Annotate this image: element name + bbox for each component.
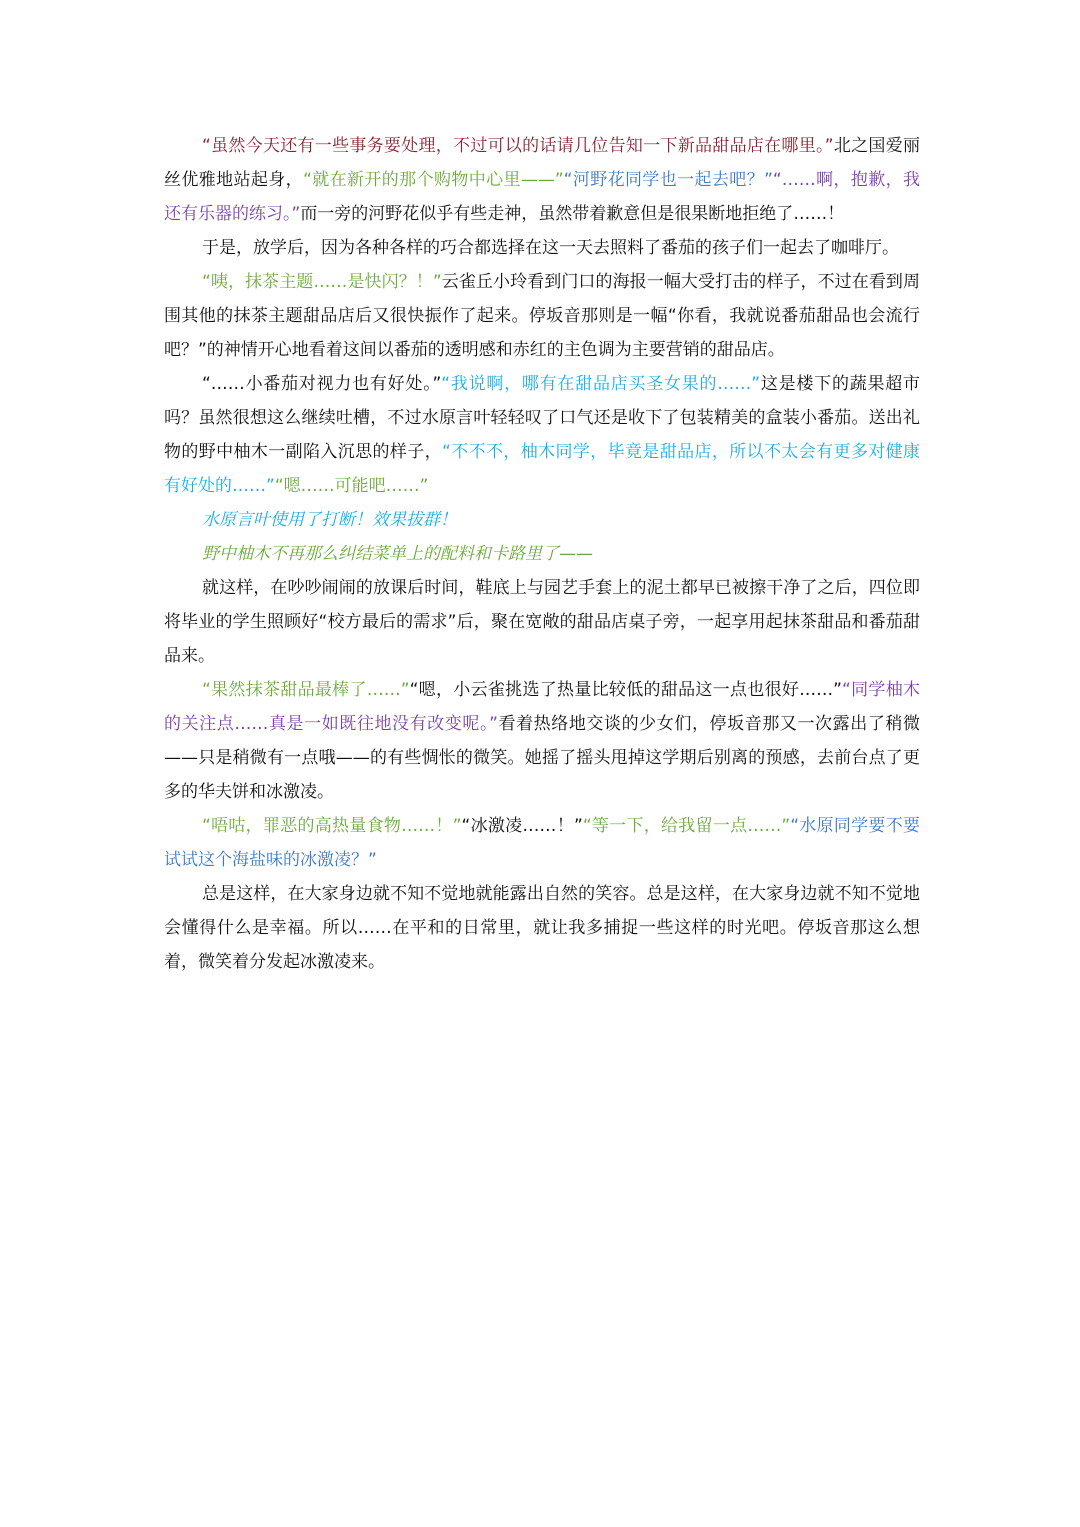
narration-text: “冰激凌……！” <box>461 816 583 836</box>
story-paragraph <box>164 367 920 503</box>
narration-text: 就这样，在吵吵闹闹的放课后时间，鞋底上与园艺手套上的泥土都早已被擦干净了之后，四位即将毕业的学生照顾好“校方最后的需求”后，聚在宽敞的甜品店桌子旁，一起享用起抹茶甜品和番茄甜品来。 <box>164 578 920 666</box>
story-paragraph <box>164 265 920 367</box>
dialogue-text: “虽然今天还有一些事务要处理，不过可以的话请几位告知一下新品甜品店在哪里。” <box>202 136 834 156</box>
dialogue-text: “嗯……可能吧……” <box>274 476 429 496</box>
dialogue-text: “我说啊，哪有在甜品店买圣女果的……” <box>441 374 761 394</box>
narration-text: 而一旁的河野花似乎有些走神，虽然带着歉意但是很果断地拒绝了……！ <box>300 204 845 224</box>
dialogue-text: “就在新开的那个购物中心里——” <box>303 170 564 190</box>
dialogue-text: “咦，抹茶主题……是快闪？！” <box>202 272 442 292</box>
dialogue-text: “不不不，柚木同学，毕竟是甜品店，所以不太会有更多对健康有好处的……” <box>164 442 921 496</box>
dialogue-text: “唔咕，罪恶的高热量食物……！” <box>202 816 462 836</box>
story-paragraph <box>164 129 920 231</box>
narration-text: 这是楼下的蔬果超市吗？虽然很想这么继续吐槽，不过水原言叶轻轻叹了口气还是收下了包装精美的盒装小番茄。送出礼物的野中柚木一副陷入沉思的样子， <box>164 374 920 462</box>
story-paragraph <box>164 231 920 265</box>
narration-text: 云雀丘小玲看到门口的海报一幅大受打击的样子，不过在看到周围其他的抹茶主题甜品店后又很快振作了起来。停坂音那则是一幅“你看，我就说番茄甜品也会流行吧？”的神情开心地看着这间以番茄的透明感和赤红的主色调为主要营销的甜品店。 <box>164 272 920 360</box>
narration-text: “……小番茄对视力也有好处。” <box>202 374 442 394</box>
dialogue-text: “同学柚木的关注点……真是一如既往地没有改变呢。” <box>164 680 920 734</box>
narration-text: “嗯，小云雀挑选了热量比较低的甜品这一点也很好……” <box>409 680 842 700</box>
story-paragraph <box>164 673 920 809</box>
narration-text: 看着热络地交谈的少女们，停坂音那又一次露出了稍微——只是稍微有一点哦——的有些惆怅的微笑。她摇了摇头甩掉这学期后别离的预感，去前台点了更多的华夫饼和冰激凌。 <box>164 714 920 802</box>
story-paragraph <box>164 571 920 673</box>
dialogue-text: “果然抹茶甜品最棒了……” <box>202 680 410 700</box>
story-page <box>164 129 920 979</box>
system-message <box>164 537 920 571</box>
dialogue-text: “……啊，抱歉，我还有乐器的练习。” <box>164 170 920 224</box>
narration-text: 总是这样，在大家身边就不知不觉地就能露出自然的笑容。总是这样，在大家身边就不知不觉地会懂得什么是幸福。所以……在平和的日常里，就让我多捕捉一些这样的时光吧。停坂音那这么想着，微笑着分发起冰激凌来。 <box>164 884 920 972</box>
dialogue-text: “河野花同学也一起去吧？” <box>563 170 773 190</box>
dialogue-text: “水原同学要不要试试这个海盐味的冰激凌？” <box>164 816 920 870</box>
story-paragraph <box>164 809 920 877</box>
system-message <box>164 503 920 537</box>
dialogue-text: 水原言叶使用了打断！效果拔群！ <box>202 510 457 530</box>
story-paragraph <box>164 877 920 979</box>
dialogue-text: 野中柚木不再那么纠结菜单上的配料和卡路里了—— <box>202 544 593 564</box>
narration-text: 于是，放学后，因为各种各样的巧合都选择在这一天去照料了番茄的孩子们一起去了咖啡厅。 <box>202 238 899 258</box>
narration-text: 北之国爱丽丝优雅地站起身， <box>164 136 920 190</box>
dialogue-text: “等一下，给我留一点……” <box>582 816 791 836</box>
